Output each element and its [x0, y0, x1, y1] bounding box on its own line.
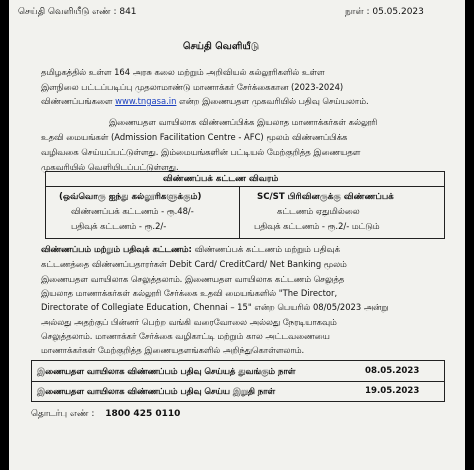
intro2-line-4: முகவரியில் வெளியிடப்பட்டுள்ளது. [41, 162, 179, 172]
payment-line-1-rest: விண்ணப்பக் கட்டணம் மற்றும் பதிவுக் [194, 244, 340, 254]
payment-line-1 [41, 245, 340, 253]
contact-label: தொடர்பு எண் : [31, 409, 95, 419]
intro-line-2: இளநிலை பட்டப்படிப்பு முதலாமாண்டு மாணாக்கர் சேர்க்கைகான (2023-2024) [41, 82, 344, 92]
fee-right-title: SC/ST பிரிவினருக்கு விண்ணப்பக் [257, 192, 394, 202]
intro-line-3-after: என்ற இணையதள முகவரியில் பதிவு செய்யலாம். [179, 96, 369, 106]
document-page [9, 0, 465, 470]
fee-table-heading: விண்ணப்பக் கட்டண விவரம் [163, 174, 279, 184]
fee-right-line-2: பதிவுக் கட்டணம் - ரூ.2/- மட்டும் [254, 221, 380, 231]
end-date-label: இணையதள வாயிலாக விண்ணப்பம் பதிவு செய்ய இறுதி நாள் [37, 386, 276, 396]
payment-line-2: கட்டணத்தை விண்ணப்பதாரர்கள் Debit Card/ CreditCard/ Net Banking மூலம் [41, 259, 347, 269]
fee-right-line-1: கட்டணம் ஏதுமில்லை [277, 206, 360, 216]
contact-number: 1800 425 0110 [105, 409, 181, 419]
start-date-value: 08.05.2023 [365, 366, 420, 376]
intro2-line-2: உதவி மையங்கள் (Admission Facilitation Centre - AFC) மூலம் விண்ணப்பிக்க [41, 132, 348, 142]
intro2-line-1: இணையதள வாயிலாக விண்ணப்பிக்க இயலாத மாணாக்கர்கள் கல்லூரி [109, 117, 378, 127]
release-date: நாள் : 05.05.2023 [345, 7, 424, 17]
intro-line-1: தமிழகத்தில் உள்ள 164 அரசு கலை மற்றும் அறிவியல் கல்லூரிகளில் உள்ள [41, 67, 325, 77]
page-title: செய்தி வெளியீடு [183, 41, 260, 52]
payment-line-5: Directorate of Collegiate Education, Chennai – 15" என்ற பெயரில் 08/05/2023 அன்று [41, 302, 389, 312]
website-link[interactable]: www.tngasa.in [115, 96, 177, 106]
release-number: செய்தி வெளியீடு எண் : 841 [18, 7, 137, 17]
fee-table-divider [45, 186, 445, 187]
intro2-line-3: வழிவகை செய்யப்பட்டுள்ளது. இம்மையங்களின் பட்டியல் மேற்குறித்த இணையதள [41, 147, 361, 157]
payment-line-4: இயலாத மாணாக்கர்கள் கல்லூரி சேர்க்கை உதவி மையங்களில் "The Director, [41, 288, 338, 298]
fee-table-column-divider [239, 186, 240, 239]
payment-line-3: இணையதள வாயிலாக செலுத்தலாம். இணையதள வாயிலாக கட்டணம் செலுத்த [41, 274, 345, 284]
end-date-value: 19.05.2023 [365, 386, 420, 396]
dates-table-divider [31, 381, 445, 382]
payment-line-6: அல்லது அதற்குப் பின்னர் பெற்ற வங்கி வரைவோலை அல்லது நேரடியாகவும் [41, 317, 337, 327]
intro-line-3 [41, 97, 369, 105]
payment-line-8: மாணாக்கர்கள் மேற்குறித்த இணையதளங்களில் அறிந்துகொள்ளலாம். [41, 345, 305, 355]
start-date-label: இணையதள வாயிலாக விண்ணப்பம் பதிவு செய்யத் துவங்கும் நாள் [37, 366, 296, 376]
fee-left-line-1: விண்ணப்பக் கட்டணம் - ரூ.48/- [71, 206, 194, 216]
payment-line-7: செலுத்தலாம். மாணாக்கர் சேர்க்கை வழிகாட்டி மற்றும் கால அட்டவணையை [41, 331, 330, 341]
payment-label: விண்ணப்பம் மற்றும் பதிவுக் கட்டணம்: [41, 244, 192, 254]
fee-left-title: (ஒவ்வொரு ஐந்து கல்லூரிகளுக்கும்) [59, 192, 202, 202]
intro-line-3-before: விண்ணப்பங்களை [41, 96, 113, 106]
contact-line [31, 410, 180, 419]
fee-left-line-2: பதிவுக் கட்டணம் - ரூ.2/- [71, 221, 167, 231]
